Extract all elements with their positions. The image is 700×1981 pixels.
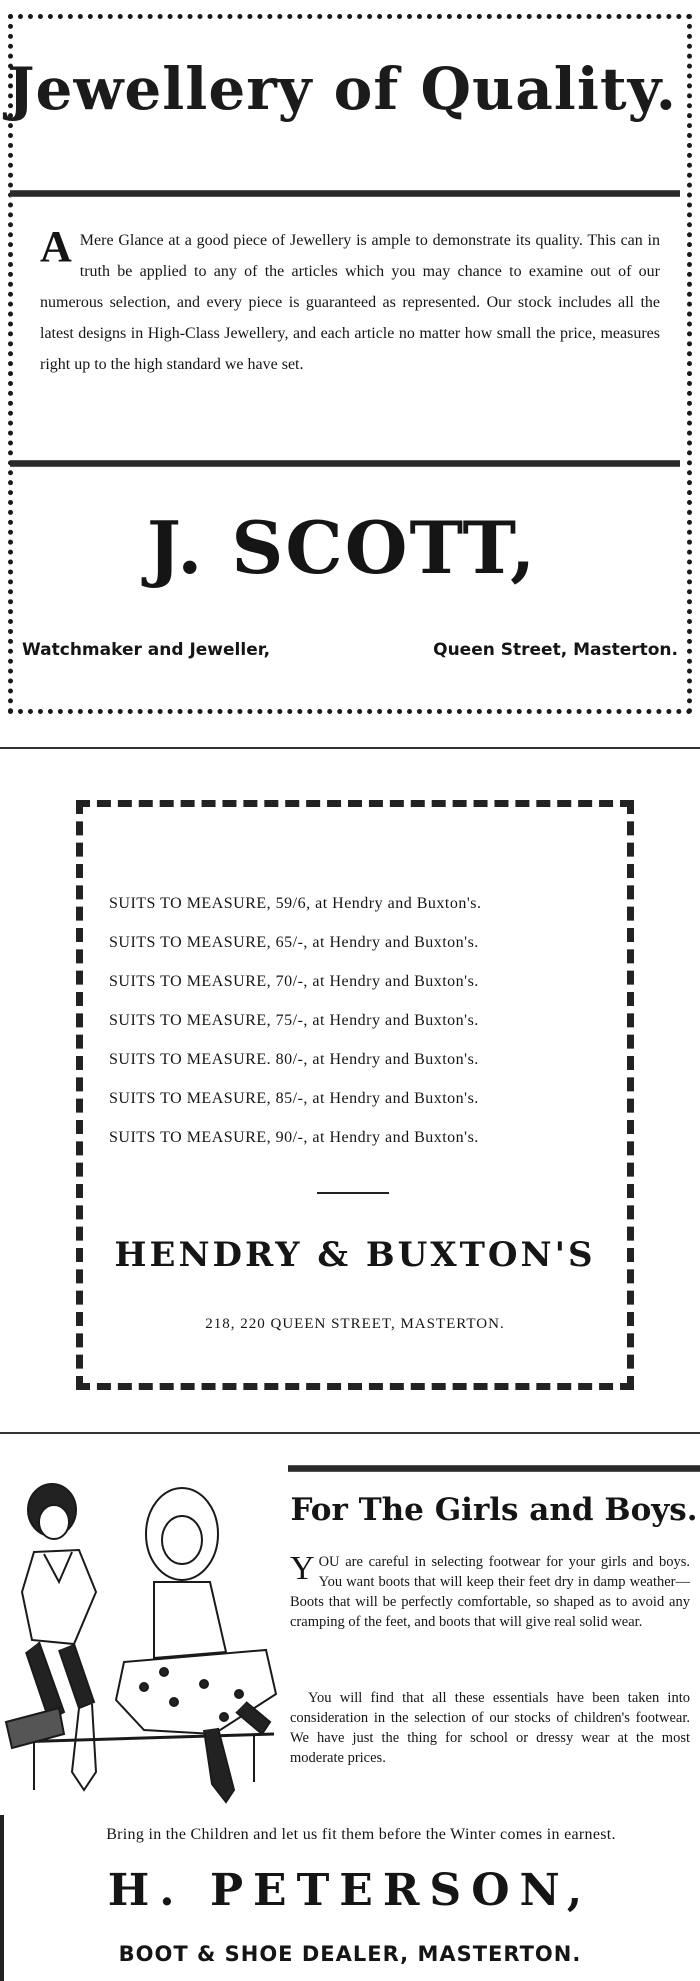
shoe-dealer-trade: BOOT & SHOE DEALER, MASTERTON. xyxy=(118,1942,582,1966)
children-illustration xyxy=(4,1472,286,1807)
footwear-headline: For The Girls and Boys. xyxy=(290,1492,698,1528)
suit-price-line: SUITS TO MEASURE, 85/-, at Hendry and Buxton's. xyxy=(109,1090,479,1107)
suit-price-line: SUITS TO MEASURE, 65/-, at Hendry and Buxton's. xyxy=(109,934,479,951)
jewellery-body-text xyxy=(40,222,660,380)
footwear-paragraph xyxy=(290,1552,690,1632)
divider-rule xyxy=(10,190,680,197)
jeweller-name: J. SCOTT, xyxy=(146,505,538,590)
drop-cap: Y xyxy=(290,1550,315,1587)
suit-price-line: SUITS TO MEASURE, 75/-, at Hendry and Buxton's. xyxy=(109,1012,479,1029)
jewellery-body-copy: Mere Glance at a good piece of Jewellery is ample to demonstrate its quality. This can in truth be applied to any of the articles which you may chance to examine out of our numerous selection, and every piece is guaranteed as represented. Our stock includes all the latest designs in High-Class Jewellery, and each article no matter how small the price, measures right up to the high standard we have set. xyxy=(40,232,660,373)
suit-price-line: SUITS TO MEASURE, 59/6, at Hendry and Buxton's. xyxy=(109,895,482,912)
divider-rule xyxy=(10,460,680,467)
tailor-name: HENDRY & BUXTON'S xyxy=(114,1235,596,1275)
suits-price-list xyxy=(109,892,609,1165)
tailor-address: 218, 220 QUEEN STREET, MASTERTON. xyxy=(205,1316,505,1332)
suit-price-line: SUITS TO MEASURE, 70/-, at Hendry and Buxton's. xyxy=(109,973,479,990)
drop-cap: A xyxy=(40,222,72,271)
divider-rule xyxy=(288,1465,700,1472)
suit-price-line: SUITS TO MEASURE, 90/-, at Hendry and Buxton's. xyxy=(109,1129,479,1146)
suit-price-line: SUITS TO MEASURE. 80/-, at Hendry and Buxton's. xyxy=(109,1051,479,1068)
jeweller-trade: Watchmaker and Jeweller, xyxy=(22,640,271,660)
short-divider xyxy=(317,1192,389,1194)
footwear-callout: Bring in the Children and let us fit them before the Winter comes in earnest. xyxy=(106,1826,616,1843)
footwear-paragraph: You will find that all these essentials have been taken into consideration in the selection of our stocks of children's footwear. We have just the thing for school or dressy wear at the most moderate prices. xyxy=(290,1690,690,1766)
column-separator xyxy=(0,747,700,749)
shoe-dealer-name: H. PETERSON, xyxy=(107,1865,593,1916)
jeweller-address: Queen Street, Masterton. xyxy=(433,640,678,660)
footwear-paragraph-copy: OU are careful in selecting footwear for your girls and boys. You want boots that will keep their feet dry in damp weather—Boots that will be perfectly comfortable, so shaped as to avoid any cramping of the feet, and boots that will give real solid wear. xyxy=(290,1554,690,1630)
column-separator xyxy=(0,1432,700,1434)
jewellery-headline: Jewellery of Quality. xyxy=(7,55,677,123)
